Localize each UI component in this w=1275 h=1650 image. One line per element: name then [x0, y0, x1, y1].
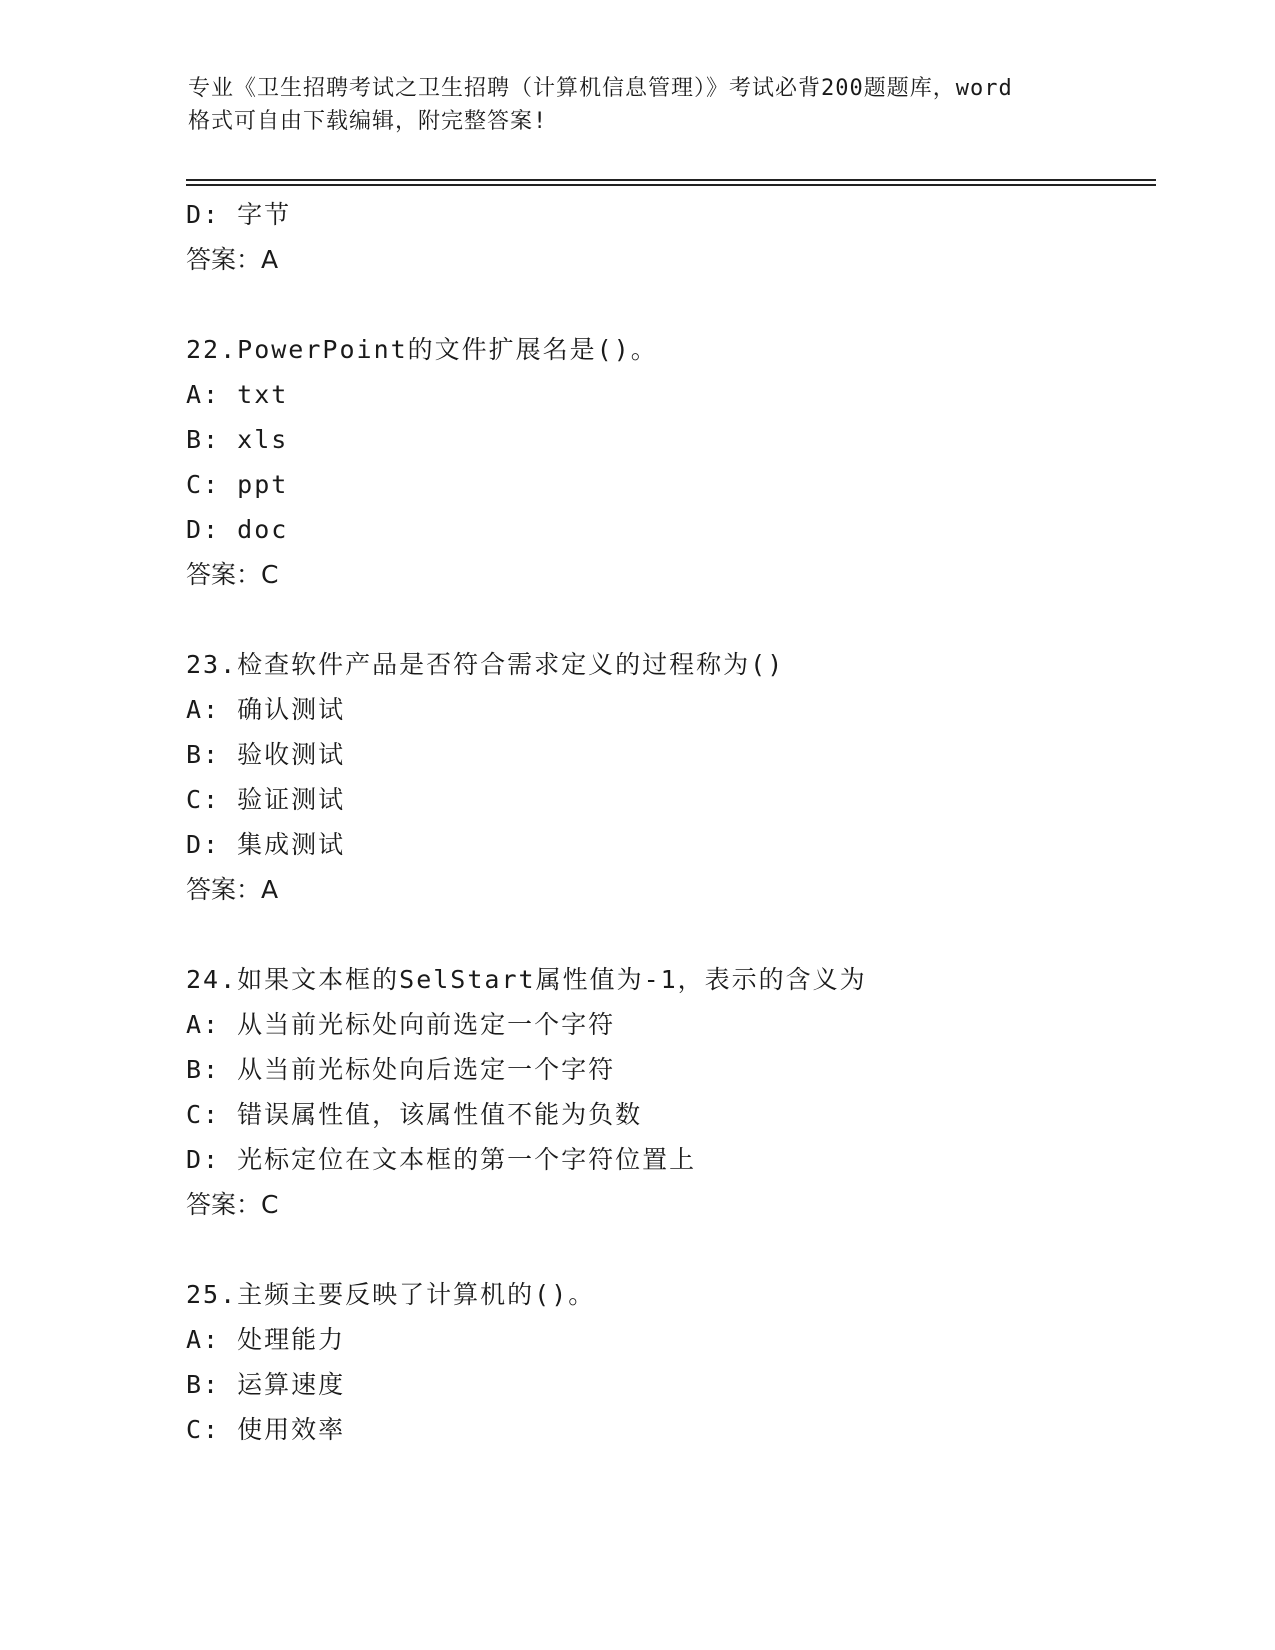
question-stem: 25.主频主要反映了计算机的()。	[186, 1280, 596, 1309]
spacer	[186, 1227, 1146, 1272]
answer-line: 答案：C	[186, 560, 279, 589]
option-b: B: 验收测试	[186, 740, 346, 769]
spacer	[186, 597, 1146, 642]
document-header	[188, 72, 1088, 138]
option-c: C: 验证测试	[186, 785, 346, 814]
option-a: A: txt	[186, 380, 289, 409]
question-23	[186, 642, 1146, 912]
question-stem: 24.如果文本框的SelStart属性值为-1，表示的含义为	[186, 965, 867, 994]
spacer	[186, 282, 1146, 327]
option-a: A: 从当前光标处向前选定一个字符	[186, 1010, 616, 1039]
option-d: D: 光标定位在文本框的第一个字符位置上	[186, 1145, 697, 1174]
question-22	[186, 327, 1146, 597]
option-a: A: 确认测试	[186, 695, 346, 724]
answer-line: 答案：A	[186, 245, 279, 274]
answer-line: 答案：C	[186, 1190, 279, 1219]
header-divider-top	[186, 179, 1156, 181]
question-stem: 22.PowerPoint的文件扩展名是()。	[186, 335, 658, 364]
question-24	[186, 957, 1146, 1227]
header-line-2: 格式可自由下载编辑，附完整答案!	[188, 109, 548, 134]
question-25	[186, 1272, 1146, 1452]
header-line-1: 专业《卫生招聘考试之卫生招聘（计算机信息管理）》考试必背200题题库，word	[188, 76, 1013, 101]
option-c: C: ppt	[186, 470, 289, 499]
option-d: D: 字节	[186, 200, 292, 229]
spacer	[186, 912, 1146, 957]
option-d: D: doc	[186, 515, 289, 544]
option-b: B: 运算速度	[186, 1370, 346, 1399]
option-b: B: 从当前光标处向后选定一个字符	[186, 1055, 616, 1084]
option-b: B: xls	[186, 425, 289, 454]
header-divider-bottom	[186, 184, 1156, 186]
option-c: C: 错误属性值，该属性值不能为负数	[186, 1100, 643, 1129]
question-stem: 23.检查软件产品是否符合需求定义的过程称为()	[186, 650, 785, 679]
answer-line: 答案：A	[186, 875, 279, 904]
question-list	[186, 192, 1146, 1452]
option-c: C: 使用效率	[186, 1415, 346, 1444]
option-a: A: 处理能力	[186, 1325, 346, 1354]
option-d: D: 集成测试	[186, 830, 346, 859]
